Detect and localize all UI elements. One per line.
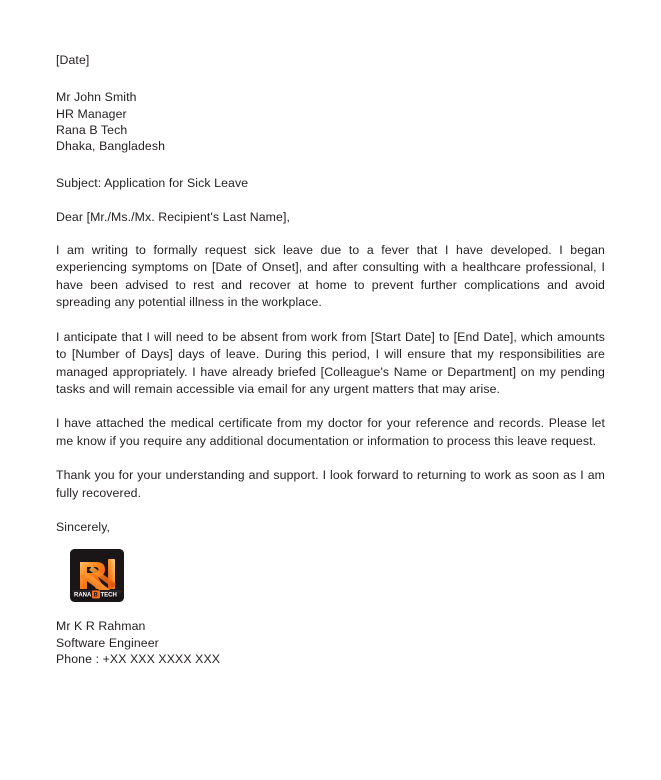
spacer bbox=[56, 68, 605, 89]
logo-wordmark-part2: TECH bbox=[100, 592, 117, 599]
signer-phone: Phone : +XX XXX XXXX XXX bbox=[56, 651, 221, 666]
body-paragraph-4: Thank you for your understanding and support. I look forward to returning to work as soon as I am fully recovered. bbox=[56, 468, 605, 500]
recipient-location: Dhaka, Bangladesh bbox=[56, 139, 166, 154]
date-placeholder: [Date] bbox=[56, 53, 90, 67]
logo-wordmark-part1: RANA bbox=[74, 592, 92, 599]
recipient-name: Mr John Smith bbox=[56, 90, 137, 105]
spacer bbox=[56, 312, 605, 329]
spacer bbox=[56, 192, 605, 209]
spacer bbox=[56, 154, 605, 175]
body-paragraph-2: I anticipate that I will need to be absent from work from [Start Date] to [End Date], which amounts to [Number of Days] days of leave. During this period, I will ensure that my responsibilities are managed appropriately. I have already briefed [Colleague's Name or Department] on my pending tasks and will remain accessible via email for any urgent matters that may arise. bbox=[56, 329, 605, 396]
recipient-title: HR Manager bbox=[56, 106, 127, 121]
body-paragraph-3: I have attached the medical certificate from my doctor for your reference and records. Please let me know if you require any additional documentation or information to process this leave request. bbox=[56, 416, 605, 448]
closing-line: Sincerely, bbox=[56, 519, 111, 534]
signer-name: Mr K R Rahman bbox=[56, 619, 146, 634]
body-paragraph-1: I am writing to formally request sick leave due to a fever that I have developed. I began experiencing symptoms on [Date of Onset], and after consulting with a healthcare professional, I have been advised to rest and recover at home to prevent further complications and avoid spreading any potential illness in the workplace. bbox=[56, 243, 605, 310]
recipient-company: Rana B Tech bbox=[56, 122, 128, 137]
spacer bbox=[56, 398, 605, 415]
salutation-line: Dear [Mr./Ms./Mx. Recipient's Last Name], bbox=[56, 209, 290, 224]
letter-body bbox=[56, 52, 605, 667]
spacer bbox=[56, 450, 605, 467]
rana-b-tech-logo-icon bbox=[70, 549, 124, 602]
spacer bbox=[56, 502, 605, 519]
signer-job-title: Software Engineer bbox=[56, 635, 159, 650]
subject-line: Subject: Application for Sick Leave bbox=[56, 176, 249, 191]
rana-b-tech-logo bbox=[70, 549, 124, 602]
spacer bbox=[56, 225, 605, 242]
recipient-address-block bbox=[56, 89, 605, 154]
logo-wordmark-accent: B bbox=[93, 592, 98, 599]
signature-block bbox=[56, 618, 605, 667]
